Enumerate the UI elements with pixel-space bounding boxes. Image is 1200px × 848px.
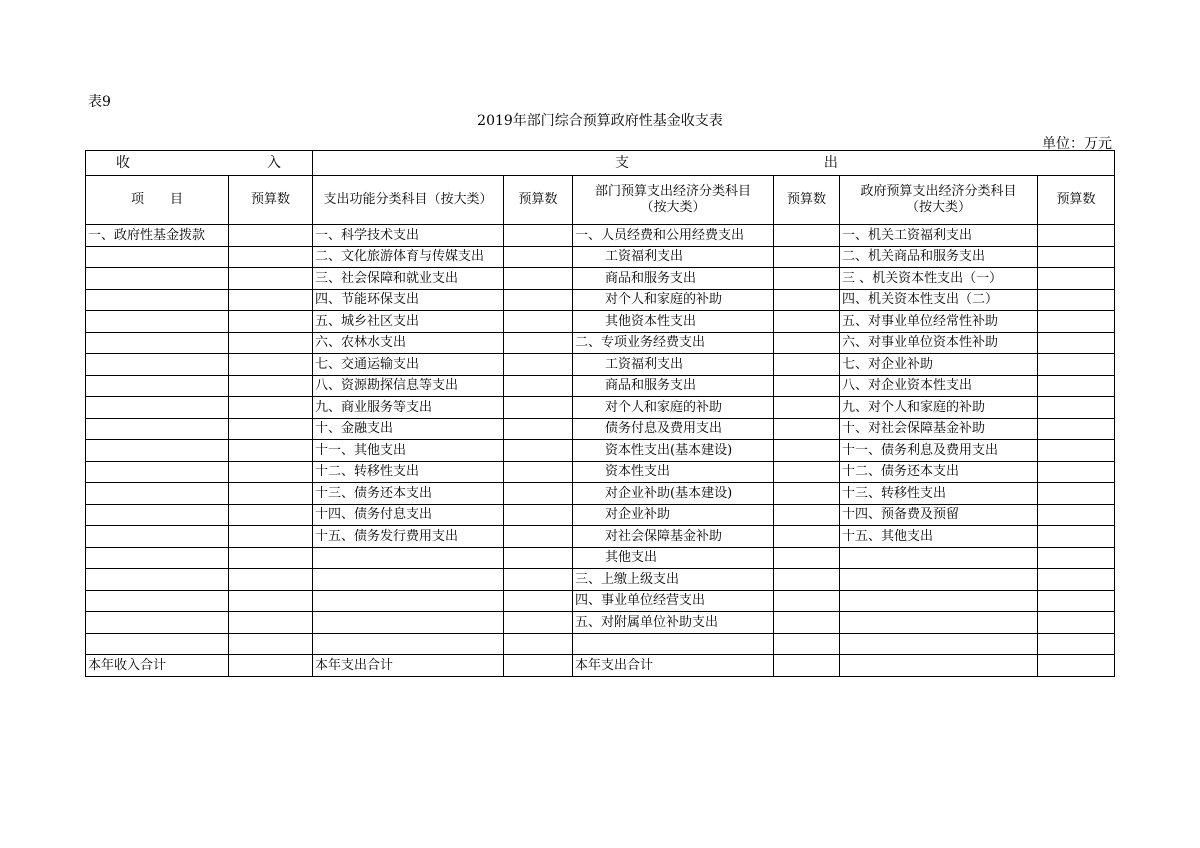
dept-item-cell: 商品和服务支出 [573, 268, 774, 290]
income-budget-cell [229, 590, 313, 612]
func-item-cell [313, 569, 504, 591]
func-item-cell [313, 547, 504, 569]
income-item-cell [86, 633, 229, 655]
income-total-value [229, 655, 313, 677]
income-budget-cell [229, 225, 313, 247]
income-item-cell [86, 375, 229, 397]
gov-item-cell: 十、对社会保障基金补助 [840, 418, 1038, 440]
dept-budget-cell [774, 289, 840, 311]
gov-budget-cell [1038, 612, 1115, 634]
income-item-cell [86, 332, 229, 354]
income-item-cell [86, 397, 229, 419]
gov-budget-cell [1038, 332, 1115, 354]
table-row [86, 375, 1115, 397]
gov-budget-cell [1038, 590, 1115, 612]
gov-item-cell [840, 547, 1038, 569]
table-row [86, 225, 1115, 247]
dept-budget-cell [774, 440, 840, 462]
table-row [86, 526, 1115, 548]
dept-budget-cell [774, 590, 840, 612]
gov-budget-cell [1038, 569, 1115, 591]
dept-item-cell [573, 633, 774, 655]
func-budget-cell [504, 547, 573, 569]
income-budget-cell [229, 526, 313, 548]
income-budget-cell [229, 311, 313, 333]
income-item-cell [86, 569, 229, 591]
func-budget-cell [504, 246, 573, 268]
func-budget-cell [504, 440, 573, 462]
gov-total-label [840, 655, 1038, 677]
dept-item-cell: 资本性支出(基本建设) [573, 440, 774, 462]
dept-item-cell: 债务付息及费用支出 [573, 418, 774, 440]
func-item-cell [313, 633, 504, 655]
func-budget-cell [504, 633, 573, 655]
gov-item-cell [840, 569, 1038, 591]
gov-item-cell: 二、机关商品和服务支出 [840, 246, 1038, 268]
dept-item-cell: 三、上缴上级支出 [573, 569, 774, 591]
col-header-gov: 政府预算支出经济分类科目（按大类） [840, 176, 1038, 225]
income-item-cell [86, 504, 229, 526]
income-budget-cell [229, 246, 313, 268]
income-budget-cell [229, 354, 313, 376]
dept-item-cell: 二、专项业务经费支出 [573, 332, 774, 354]
dept-budget-cell [774, 397, 840, 419]
gov-item-cell: 九、对个人和家庭的补助 [840, 397, 1038, 419]
gov-item-cell: 一、机关工资福利支出 [840, 225, 1038, 247]
col-header-budget-1: 预算数 [229, 176, 313, 225]
gov-item-cell [840, 633, 1038, 655]
dept-total-label: 本年支出合计 [573, 655, 774, 677]
func-budget-cell [504, 289, 573, 311]
func-budget-cell [504, 268, 573, 290]
income-item-cell [86, 354, 229, 376]
col-header-item: 项 目 [86, 176, 229, 225]
dept-item-cell: 五、对附属单位补助支出 [573, 612, 774, 634]
func-budget-cell [504, 354, 573, 376]
gov-item-cell: 三 、机关资本性支出（一） [840, 268, 1038, 290]
gov-item-cell [840, 612, 1038, 634]
func-item-cell: 三、社会保障和就业支出 [313, 268, 504, 290]
income-budget-cell [229, 397, 313, 419]
func-item-cell: 十五、债务发行费用支出 [313, 526, 504, 548]
dept-budget-cell [774, 569, 840, 591]
func-budget-cell [504, 311, 573, 333]
table-row [86, 633, 1115, 655]
income-budget-cell [229, 440, 313, 462]
func-budget-cell [504, 612, 573, 634]
func-item-cell: 十一、其他支出 [313, 440, 504, 462]
table-number: 表9 [88, 94, 111, 110]
table-row [86, 418, 1115, 440]
income-item-cell [86, 418, 229, 440]
table-row [86, 590, 1115, 612]
income-item-cell [86, 526, 229, 548]
func-item-cell: 十二、转移性支出 [313, 461, 504, 483]
dept-item-cell: 四、事业单位经营支出 [573, 590, 774, 612]
dept-budget-cell [774, 547, 840, 569]
gov-budget-cell [1038, 354, 1115, 376]
budget-table [85, 150, 1115, 677]
table-row [86, 311, 1115, 333]
func-budget-cell [504, 569, 573, 591]
dept-item-cell: 对社会保障基金补助 [573, 526, 774, 548]
income-budget-cell [229, 547, 313, 569]
dept-budget-cell [774, 246, 840, 268]
dept-item-cell: 对个人和家庭的补助 [573, 397, 774, 419]
func-item-cell: 七、交通运输支出 [313, 354, 504, 376]
income-budget-cell [229, 569, 313, 591]
table-row [86, 547, 1115, 569]
income-item-cell [86, 612, 229, 634]
income-budget-cell [229, 332, 313, 354]
func-item-cell [313, 590, 504, 612]
dept-item-cell: 其他支出 [573, 547, 774, 569]
expense-group-header [313, 151, 1115, 176]
func-budget-cell [504, 332, 573, 354]
table-row [86, 461, 1115, 483]
dept-item-cell: 商品和服务支出 [573, 375, 774, 397]
income-item-cell [86, 440, 229, 462]
func-item-cell: 六、农林水支出 [313, 332, 504, 354]
table-row [86, 397, 1115, 419]
income-budget-cell [229, 612, 313, 634]
dept-budget-cell [774, 311, 840, 333]
expense-header-char-2: 出 [823, 155, 838, 171]
income-item-cell [86, 483, 229, 505]
gov-budget-cell [1038, 418, 1115, 440]
dept-budget-cell [774, 461, 840, 483]
table-row [86, 612, 1115, 634]
func-item-cell: 九、商业服务等支出 [313, 397, 504, 419]
gov-budget-cell [1038, 289, 1115, 311]
gov-item-cell: 十三、转移性支出 [840, 483, 1038, 505]
income-item-cell [86, 311, 229, 333]
gov-budget-cell [1038, 633, 1115, 655]
func-item-cell: 十四、债务付息支出 [313, 504, 504, 526]
func-budget-cell [504, 526, 573, 548]
income-header-char-1: 收 [116, 155, 130, 171]
func-item-cell: 二、文化旅游体育与传媒支出 [313, 246, 504, 268]
func-item-cell: 十、金融支出 [313, 418, 504, 440]
income-budget-cell [229, 633, 313, 655]
gov-budget-cell [1038, 461, 1115, 483]
income-item-cell: 一、政府性基金拨款 [86, 225, 229, 247]
gov-item-cell: 七、对企业补助 [840, 354, 1038, 376]
func-budget-cell [504, 590, 573, 612]
dept-budget-cell [774, 268, 840, 290]
gov-item-cell: 十二、债务还本支出 [840, 461, 1038, 483]
income-total-label: 本年收入合计 [86, 655, 229, 677]
income-budget-cell [229, 289, 313, 311]
income-budget-cell [229, 268, 313, 290]
dept-item-cell: 资本性支出 [573, 461, 774, 483]
table-row [86, 569, 1115, 591]
gov-budget-cell [1038, 246, 1115, 268]
dept-item-cell: 工资福利支出 [573, 246, 774, 268]
gov-budget-cell [1038, 547, 1115, 569]
func-budget-cell [504, 483, 573, 505]
dept-budget-cell [774, 612, 840, 634]
table-row [86, 504, 1115, 526]
income-item-cell [86, 461, 229, 483]
gov-budget-cell [1038, 397, 1115, 419]
income-item-cell [86, 289, 229, 311]
gov-budget-cell [1038, 483, 1115, 505]
func-item-cell: 八、资源勘探信息等支出 [313, 375, 504, 397]
func-budget-cell [504, 461, 573, 483]
dept-budget-cell [774, 633, 840, 655]
income-budget-cell [229, 461, 313, 483]
gov-item-cell: 四、机关资本性支出（二） [840, 289, 1038, 311]
dept-item-cell: 对企业补助 [573, 504, 774, 526]
income-item-cell [86, 547, 229, 569]
gov-item-cell [840, 590, 1038, 612]
gov-budget-cell [1038, 225, 1115, 247]
func-item-cell: 一、科学技术支出 [313, 225, 504, 247]
dept-item-cell: 其他资本性支出 [573, 311, 774, 333]
unit-label: 单位：万元 [1042, 136, 1112, 152]
func-budget-cell [504, 504, 573, 526]
table-row [86, 332, 1115, 354]
func-item-cell [313, 612, 504, 634]
col-header-budget-4: 预算数 [1038, 176, 1115, 225]
dept-item-cell: 一、人员经费和公用经费支出 [573, 225, 774, 247]
totals-row [86, 655, 1115, 677]
table-row [86, 268, 1115, 290]
func-item-cell: 十三、债务还本支出 [313, 483, 504, 505]
dept-budget-cell [774, 225, 840, 247]
gov-item-cell: 十五、其他支出 [840, 526, 1038, 548]
dept-budget-cell [774, 483, 840, 505]
page-title: 2019年部门综合预算政府性基金收支表 [477, 113, 723, 129]
dept-total-value [774, 655, 840, 677]
income-header-char-2: 入 [266, 155, 281, 171]
col-header-budget-3: 预算数 [774, 176, 840, 225]
table-row [86, 440, 1115, 462]
func-budget-cell [504, 225, 573, 247]
col-header-budget-2: 预算数 [504, 176, 573, 225]
gov-total-value [1038, 655, 1115, 677]
dept-item-cell: 对企业补助(基本建设) [573, 483, 774, 505]
gov-item-cell: 六、对事业单位资本性补助 [840, 332, 1038, 354]
dept-budget-cell [774, 418, 840, 440]
gov-budget-cell [1038, 504, 1115, 526]
income-item-cell [86, 268, 229, 290]
func-budget-cell [504, 375, 573, 397]
income-item-cell [86, 246, 229, 268]
gov-budget-cell [1038, 268, 1115, 290]
income-budget-cell [229, 418, 313, 440]
table-row [86, 289, 1115, 311]
func-total-value [504, 655, 573, 677]
dept-budget-cell [774, 375, 840, 397]
gov-item-cell: 十一、债务利息及费用支出 [840, 440, 1038, 462]
dept-budget-cell [774, 526, 840, 548]
table-row [86, 483, 1115, 505]
header-group-row [86, 151, 1115, 176]
expense-header-char-1: 支 [615, 155, 629, 171]
income-budget-cell [229, 375, 313, 397]
income-budget-cell [229, 483, 313, 505]
income-budget-cell [229, 504, 313, 526]
income-item-cell [86, 590, 229, 612]
func-item-cell: 五、城乡社区支出 [313, 311, 504, 333]
income-group-header [86, 151, 313, 176]
func-budget-cell [504, 397, 573, 419]
gov-item-cell: 五、对事业单位经常性补助 [840, 311, 1038, 333]
func-item-cell: 四、节能环保支出 [313, 289, 504, 311]
gov-budget-cell [1038, 311, 1115, 333]
table-row [86, 354, 1115, 376]
column-header-row [86, 176, 1115, 225]
gov-budget-cell [1038, 375, 1115, 397]
func-budget-cell [504, 418, 573, 440]
dept-item-cell: 对个人和家庭的补助 [573, 289, 774, 311]
dept-item-cell: 工资福利支出 [573, 354, 774, 376]
col-header-func: 支出功能分类科目（按大类） [313, 176, 504, 225]
gov-item-cell: 十四、预备费及预留 [840, 504, 1038, 526]
dept-budget-cell [774, 504, 840, 526]
table-row [86, 246, 1115, 268]
dept-budget-cell [774, 354, 840, 376]
gov-budget-cell [1038, 440, 1115, 462]
gov-item-cell: 八、对企业资本性支出 [840, 375, 1038, 397]
dept-budget-cell [774, 332, 840, 354]
gov-budget-cell [1038, 526, 1115, 548]
func-total-label: 本年支出合计 [313, 655, 504, 677]
col-header-dept: 部门预算支出经济分类科目（按大类） [573, 176, 774, 225]
